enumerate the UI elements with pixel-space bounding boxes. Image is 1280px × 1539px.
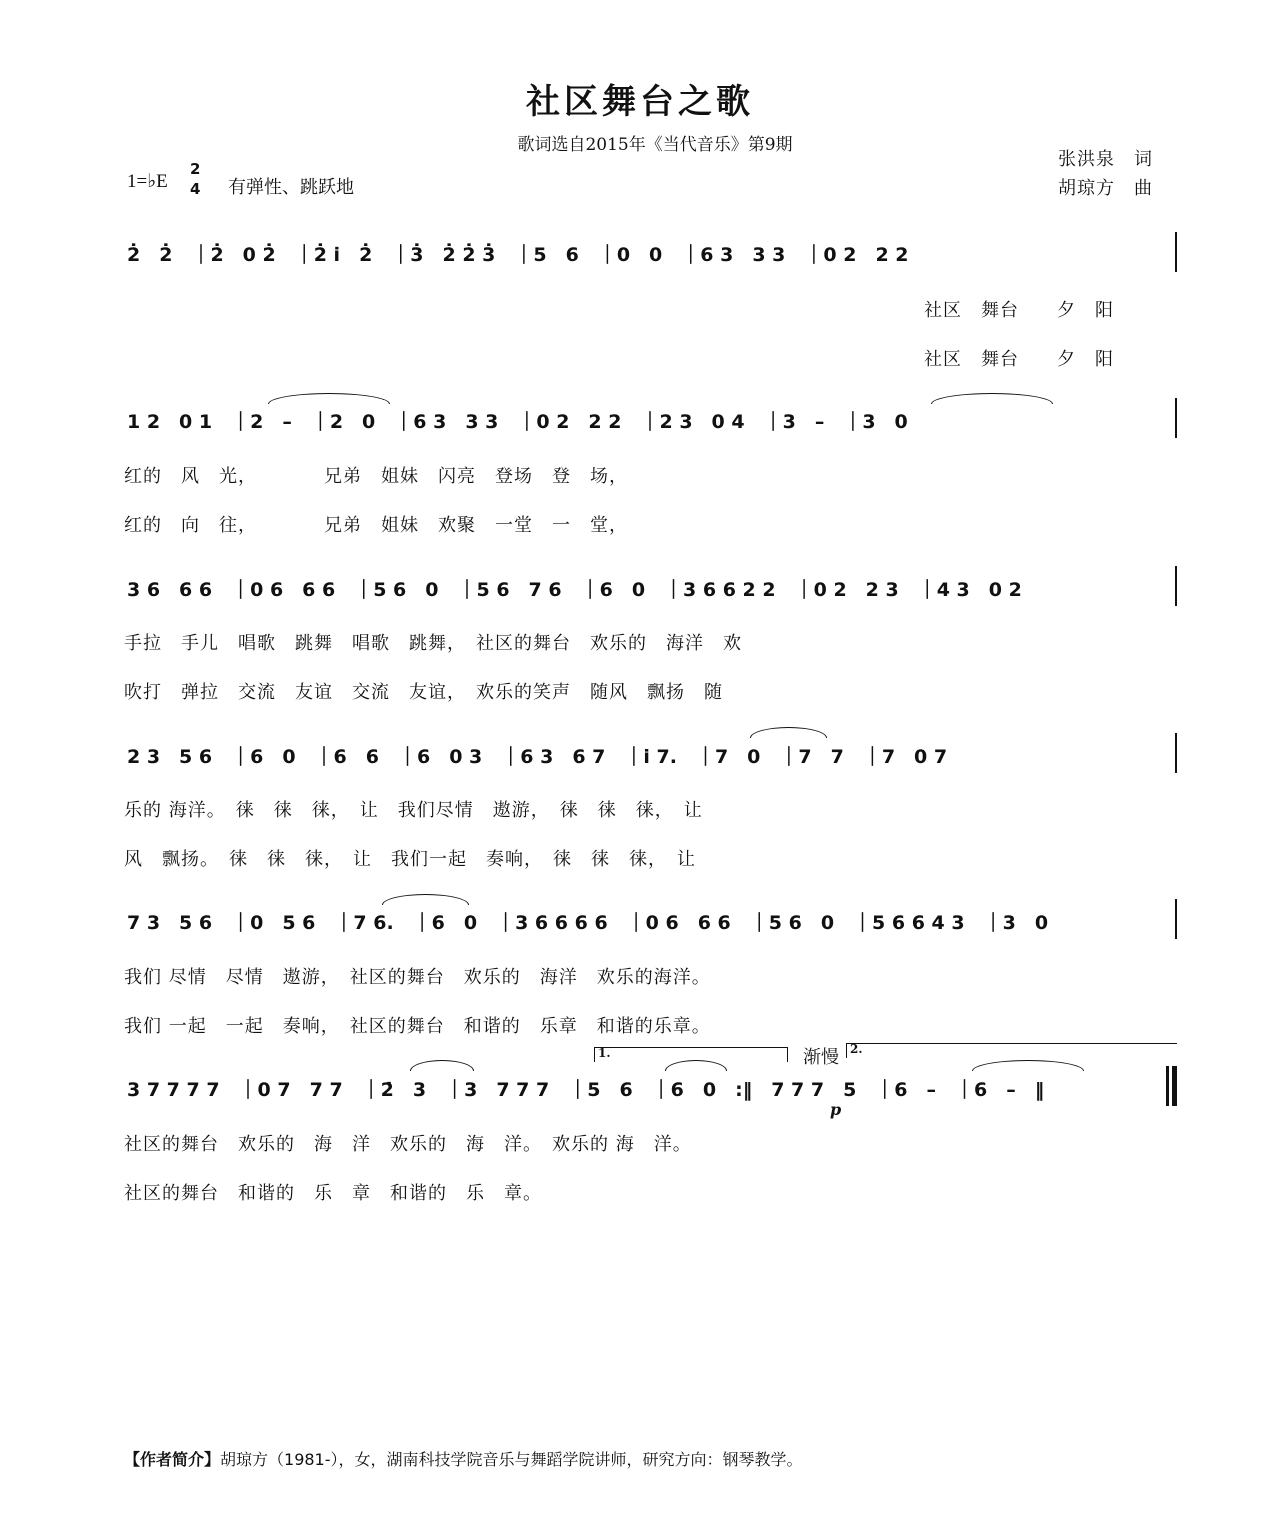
song-title: 社区舞台之歌 [526,82,754,122]
barline [1175,398,1177,438]
lyrics-line-1a: 社区 舞台 夕 阳 [924,300,1114,321]
lyrics-line-6a: 社区的舞台 欢乐的 海 洋 欢乐的 海 洋。 欢乐的 海 洋。 [124,1134,692,1155]
author-bio-text: 胡琼方（1981-），女，湖南科技学院音乐与舞蹈学院讲师，研究方向：钢琴教学。 [220,1450,803,1469]
barline [1175,232,1177,272]
time-signature-bottom: 4 [190,180,201,198]
slur-arc [931,393,1053,404]
barline [1175,733,1177,773]
source-subtitle: 歌词选自2015年《当代音乐》第9期 [517,135,793,155]
lyrics-line-1b: 社区 舞台 夕 阳 [924,349,1114,370]
volta-2-label: 2. [850,1042,863,1056]
final-barline [1166,1066,1169,1106]
slur-arc [410,1060,474,1071]
lyrics-line-6b: 社区的舞台 和谐的 乐 章 和谐的 乐 章。 [124,1183,542,1204]
notation-line-2: 1 2 0 1 ｜2 – ｜2 0 ｜6 3 3 3 ｜0 2 2 2 ｜2 3 0 4 ｜3 – ｜3 0 [127,411,908,433]
notation-line-5: 7 3 5 6 ｜0 5 6 ｜7 6. ｜6 0 ｜3 6 6 6 6 ｜0 6 6 6 ｜5 6 0 ｜5 6 6 4 3 ｜3 0 [127,912,1049,934]
volta-bracket-2 [846,1043,1177,1058]
ritardando-marking: 渐慢 [803,1047,839,1068]
notation-line-3: 3 6 6 6 ｜0 6 6 6 ｜5 6 0 ｜5 6 7 6 ｜6 0 ｜3 6 6 2 2 ｜0 2 2 3 ｜4 3 0 2 [127,579,1022,601]
lyrics-line-5b: 我们 一起 一起 奏响， 社区的舞台 和谐的 乐章 和谐的乐章。 [124,1016,711,1037]
slur-arc [750,727,827,738]
author-bio-label: 【作者简介】 [124,1450,221,1469]
slur-arc [972,1060,1084,1071]
barline [1175,899,1177,939]
time-signature-top: 2 [190,160,201,178]
volta-1-label: 1. [598,1046,611,1060]
composer-credit: 胡琼方 曲 [1058,178,1153,199]
notation-line-1: 2̇ 2̇ ｜2̇ 0 2̇ ｜2̇ i̇ 2̇ ｜3̇ 2̇ 2̇ 3̇ ｜5 6 ｜0 0 ｜6 3 3 3 ｜0 2 2 2 [127,244,909,266]
lyrics-line-2b: 红的 向 往， 兄弟 姐妹 欢聚 一堂 一 堂， [124,515,628,536]
slur-arc [382,894,469,905]
lyricist-credit: 张洪泉 词 [1058,149,1153,170]
tempo-marking: 有弹性、跳跃地 [228,177,354,198]
notation-line-6: 3 7 7 7 7 ｜0 7 7 7 ｜2̇ 3 ｜3 7 7 7 ｜5 6 ｜6 0 :‖ 7 7 7 5 ｜6 – ｜6 – ‖ [127,1079,1045,1101]
lyrics-line-4b: 风 飘扬。 徕 徕 徕， 让 我们一起 奏响， 徕 徕 徕， 让 [124,849,696,870]
lyrics-line-3b: 吹打 弹拉 交流 友谊 交流 友谊， 欢乐的笑声 随风 飘扬 随 [124,682,723,703]
slur-arc [268,393,390,404]
lyrics-line-5a: 我们 尽情 尽情 遨游， 社区的舞台 欢乐的 海洋 欢乐的海洋。 [124,967,711,988]
dynamic-piano: p [830,1100,842,1119]
lyrics-line-2a: 红的 风 光， 兄弟 姐妹 闪亮 登场 登 场， [124,466,628,487]
notation-line-4: 2 3 5 6 ｜6 0 ｜6 6 ｜6 0 3 ｜6 3 6 7 ｜i 7. ｜7 0 ｜7 7 ｜7 0 7 [127,746,948,768]
lyrics-line-3a: 手拉 手儿 唱歌 跳舞 唱歌 跳舞， 社区的舞台 欢乐的 海洋 欢 [124,633,742,654]
barline [1175,566,1177,606]
author-bio [124,1447,803,1470]
lyrics-line-4a: 乐的 海洋。 徕 徕 徕， 让 我们尽情 遨游， 徕 徕 徕， 让 [124,800,703,821]
final-barline-thick [1172,1066,1177,1106]
key-signature: 1=♭E [127,171,168,192]
